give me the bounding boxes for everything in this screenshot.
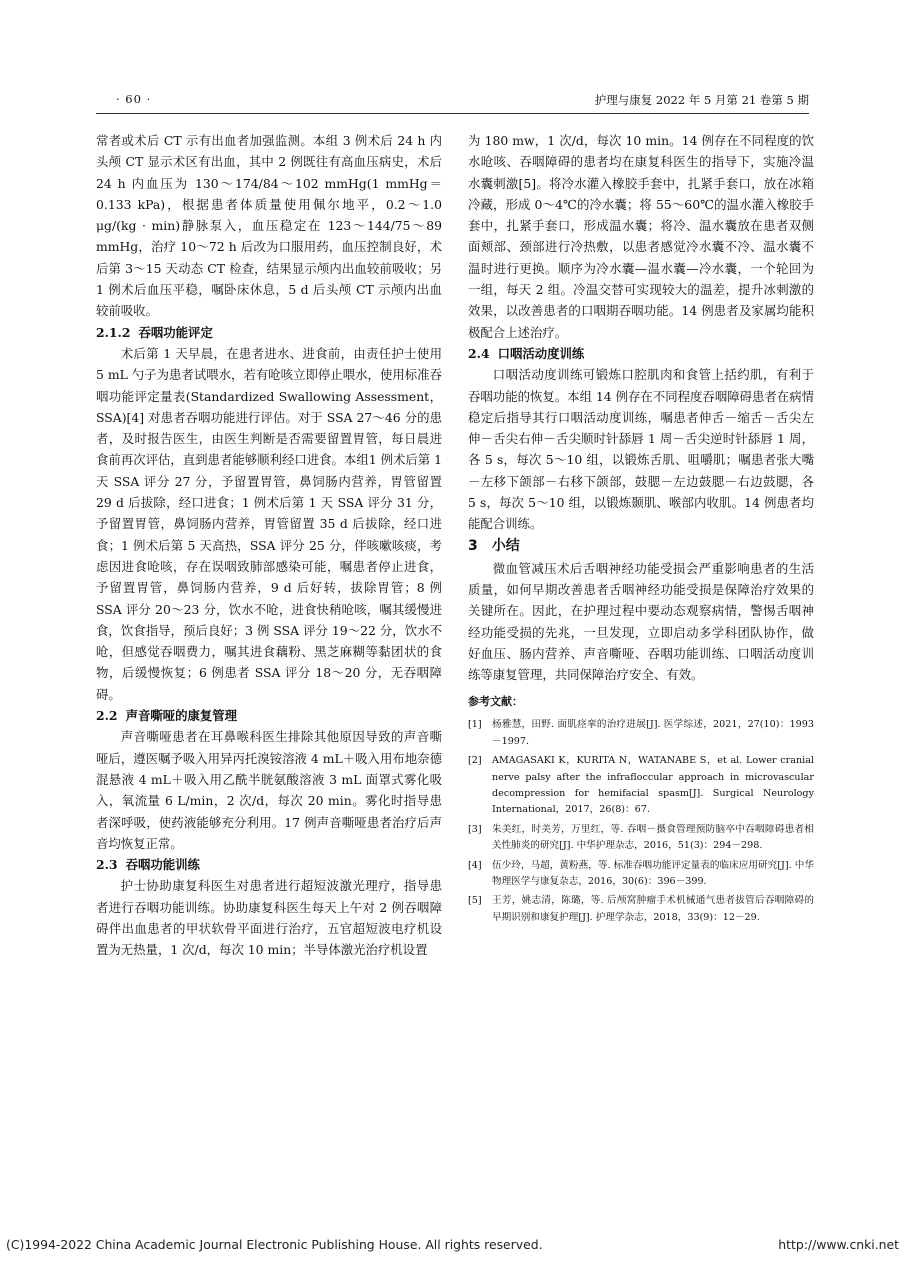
section-heading-2-3 xyxy=(96,854,442,875)
header-rule xyxy=(96,113,809,114)
reference-item xyxy=(468,717,814,750)
section-heading-2-2 xyxy=(96,705,442,726)
reference-number: [1] xyxy=(468,719,482,731)
references-list xyxy=(468,717,814,926)
paragraph-swallow-assessment: 术后第 1 天早晨，在患者进水、进食前，由责任护士使用 5 mL 勺子为患者试喂水，若有呛咳立即停止喂水，使用标准吞咽功能评定量表(Standardized Swallowing Assessment，SSA)[4] 对患者吞咽功能进行评估。对于 SSA 27～46 分的患者，及时报告医生，由医生判断是否需要留置胃管，每日晨进食前再次评估，直到患者能够顺利经口进食。本组1 例术后第 1 天 SSA 评分 27 分，予留置胃管，鼻饲肠内营养，胃管留置 29 d 后拔除，经口进食；1 例术后第 1 天 SSA 评分 31 分，予留置胃管，鼻饲肠内营养，胃管留置 35 d 后拔除，经口进食；1 例术后第 5 天高热，SSA 评分 25 分，伴咳嗽咳痰，考虑因进食呛咳，存在误咽致肺部感染可能，嘱患者停止进食，予留置胃管，鼻饲肠内营养，9 d 后好转，拔除胃管；8 例 SSA 评分 20～23 分，饮水不呛，进食快稍呛咳，嘱其缓慢进食，饮食指导，预后良好；3 例 SSA 评分 19～22 分，饮水不呛，但感觉吞咽费力，嘱其进食藕粉、黑芝麻糊等黏团状的食物，后缓慢恢复；6 例患者 SSA 评分 18～20 分，无吞咽障碍。 xyxy=(96,345,442,702)
journal-info: 护理与康复 2022 年 5 月第 21 卷第 5 期 xyxy=(594,93,809,107)
section-title: 口咽活动度训练 xyxy=(497,345,585,361)
section-number: 2.1.2 xyxy=(96,324,131,340)
section-title: 吞咽功能评定 xyxy=(138,324,213,340)
section-number: 3 xyxy=(468,537,478,554)
right-column xyxy=(468,130,814,929)
paragraph-summary: 微血管减压术后舌咽神经功能受损会严重影响患者的生活质量，如何早期改善患者舌咽神经功能受损是保障治疗效果的关键所在。因此，在护理过程中要动态观察病情，警惕舌咽神经功能受损的先兆，一旦发现，立即启动多学科团队协作，做好血压、肠内营养、声音嘶哑、吞咽功能训练、口咽活动度训练等康复管理，共同保障治疗安全、有效。 xyxy=(468,560,814,683)
section-number: 2.4 xyxy=(468,345,490,361)
left-column xyxy=(96,130,442,961)
footer-url: http://www.cnki.net xyxy=(778,1237,899,1252)
reference-text: 王芳，姚志清，陈璐，等. 后颅窝肿瘤手术机械通气患者拔管后吞咽障碍的早期识别和康复护理[J]. 护理学杂志，2018，33(9)：12－29. xyxy=(492,895,814,923)
copyright-footer xyxy=(6,1237,899,1252)
section-title: 小结 xyxy=(491,537,520,554)
paragraph-swallow-training: 护士协助康复科医生对患者进行超短波激光理疗，指导患者进行吞咽功能训练。协助康复科医生每天上午对 2 例吞咽障碍伴出血患者的甲状软骨平面进行治疗，五官超短波电疗机设置为无热量，1 次/d，每次 10 min；半导体激光治疗机设置 xyxy=(96,878,442,958)
section-number: 2.3 xyxy=(96,857,118,873)
page-number: · 60 · xyxy=(116,92,152,106)
paragraph-thermal-stimulation: 为 180 mw，1 次/d，每次 10 min。14 例存在不同程度的饮水呛咳、吞咽障碍的患者均在康复科医生的指导下，实施冷温水囊刺激[5]。将冷水灌入橡胶手套中，扎紧手套口，放在冰箱冷藏，形成 0～4℃的冷水囊；将 55～60℃的温水灌入橡胶手套中，扎紧手套口，形成温水囊；将冷、温水囊放在患者双侧面颊部、颈部进行冷热敷，以患者感觉冷水囊不冷、温水囊不温时进行更换。顺序为冷水囊—温水囊—冷水囊，一个轮回为一组，每天 2 组。冷温交替可实现较大的温差，提升冰刺激的效果，以改善患者的口咽期吞咽功能。14 例患者及家属均能积极配合上述治疗。 xyxy=(468,133,814,340)
reference-text: 朱美红，时美芳，万里红，等. 吞咽－摄食管理预防脑卒中吞咽障碍患者相关性肺炎的研究[J]. 中华护理杂志，2016，51(3)：294－298. xyxy=(492,823,814,852)
reference-text: AMAGASAKI K，KURITA N，WATANABE S，et al. Lower cranial nerve palsy after the infrafloccular approach in microvascular decompression for hemifacial spasm[J]. Surgical Neurology International，2017，26(8)：67. xyxy=(492,755,814,816)
copyright-text: (C)1994-2022 China Academic Journal Electronic Publishing House. All rights reserved. xyxy=(6,1237,543,1252)
reference-item xyxy=(468,893,814,926)
references-title: 参考文献： xyxy=(468,695,523,709)
section-heading-2-1-2 xyxy=(96,322,442,343)
reference-item xyxy=(468,822,814,855)
section-heading-2-4 xyxy=(468,343,814,364)
paragraph-hoarseness: 声音嘶哑患者在耳鼻喉科医生排除其他原因导致的声音嘶哑后，遵医嘱予吸入用异丙托溴铵溶液 4 mL＋吸入用布地奈德混悬液 4 mL＋吸入用乙酰半胱氨酸溶液 3 mL 面罩式雾化吸入，氧流量 6 L/min，2 次/d，每次 20 min。雾化时指导患者深呼吸，使药液能够充分利用。17 例声音嘶哑患者治疗后声音均恢复正常。 xyxy=(96,729,442,851)
paragraph-oropharyngeal-training: 口咽活动度训练可锻炼口腔肌肉和食管上括约肌，有利于吞咽功能的恢复。本组 14 例存在不同程度吞咽障碍患者在病情稳定后指导其行口咽活动度训练，嘱患者伸舌－缩舌－舌尖左伸－舌尖右伸－舌尖顺时针舔唇 1 周－舌尖逆时针舔唇 1 周，各 5 s，每次 5～10 组，以锻炼舌肌、咀嚼肌；嘱患者张大嘴－左移下颌部－右移下颌部，鼓腮－左边鼓腮－右边鼓腮，各 5 s，每次 5～10 组，以锻炼颞肌、喉部内收肌。14 例患者均能配合训练。 xyxy=(468,367,814,532)
section-title: 声音嘶哑的康复管理 xyxy=(125,708,238,724)
section-title: 吞咽功能训练 xyxy=(125,857,200,873)
reference-number: [4] xyxy=(468,859,482,871)
section-number: 2.2 xyxy=(96,708,118,724)
reference-item xyxy=(468,753,814,819)
paragraph-hemorrhage-monitoring: 常者或术后 CT 示有出血者加强监测。本组 3 例术后 24 h 内头颅 CT 显示术区有出血，其中 2 例既往有高血压病史，术后 24 h 内血压为 130～174/84～102 mmHg(1 mmHg＝0.133 kPa)，根据患者体质量使用佩尔地平，0.2～1.0 μg/(kg · min)静脉泵入，血压稳定在 123～144/75～89 mmHg，治疗 10～72 h 后改为口服用药，血压控制良好，术后第 3～15 天动态 CT 检查，结果显示颅内出血较前吸收；另 1 例术后血压平稳，嘱卧床休息，5 d 后头颅 CT 示颅内出血较前吸收。 xyxy=(96,133,442,319)
reference-number: [2] xyxy=(468,755,482,767)
reference-number: [3] xyxy=(468,823,482,835)
reference-number: [5] xyxy=(468,895,482,907)
reference-text: 杨雅慧，田野. 面肌痉挛的治疗进展[J]. 医学综述，2021，27(10)：1993－1997. xyxy=(492,719,814,747)
reference-item xyxy=(468,858,814,891)
reference-text: 伍少玲，马超，黄粉燕，等. 标准吞咽功能评定量表的临床应用研究[J]. 中华物理医学与康复杂志，2016，30(6)：396－399. xyxy=(492,859,814,888)
section-heading-3 xyxy=(468,535,814,558)
running-head xyxy=(96,92,809,114)
